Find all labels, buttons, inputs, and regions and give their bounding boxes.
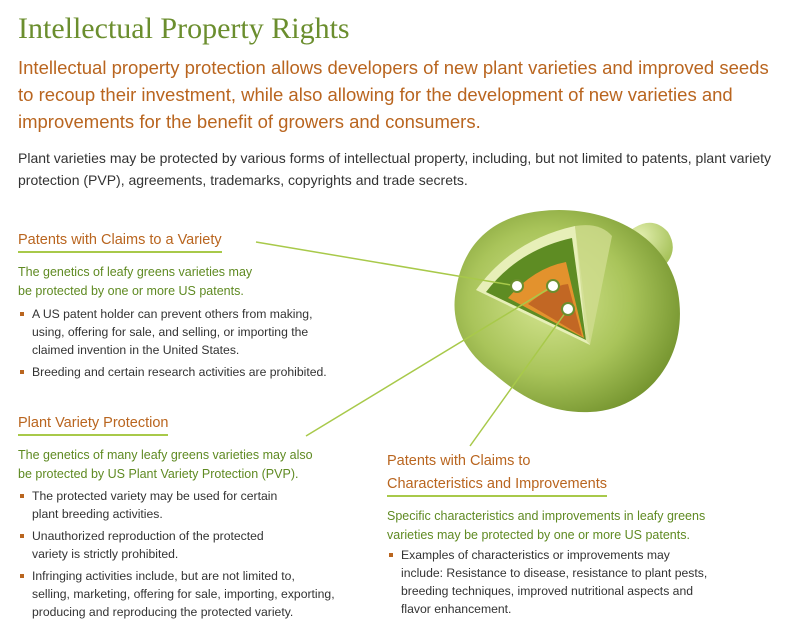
body-text: Plant varieties may be protected by various forms of intellectual property, including, but not limited to patents, plant variety protection (PVP), agreements, trademarks, copyrights and trade secrets. (18, 150, 772, 188)
bullets-patents-characteristics (387, 546, 787, 622)
marker-pvp (547, 280, 559, 292)
list-item: Infringing activities include, but are not limited to, selling, marketing, offering for sale, importing, exporting, producing and reproducing the protected variety. (18, 567, 363, 621)
bullets-pvp (18, 487, 363, 625)
lead-patents-characteristics: Specific characteristics and improvements in leafy greens varieties may be protected by one or more US patents. (387, 509, 706, 542)
section-title-patents-variety: Patents with Claims to a Variety (18, 229, 222, 252)
lead-pvp: The genetics of many leafy greens varieties may also be protected by US Plant Variety Protection (PVP). (18, 448, 313, 481)
lead-patents-variety: The genetics of leafy greens varieties may be protected by one or more US patents. (18, 265, 253, 298)
list-item: The protected variety may be used for certain plant breeding activities. (18, 487, 363, 523)
marker-variety (511, 280, 523, 292)
intro-text: Intellectual property protection allows developers of new plant varieties and improved seeds to recoup their investment, while also allowing for the development of new varieties and improvements for the benefit of growers and consumers. (18, 57, 769, 132)
list-item: A US patent holder can prevent others from making, using, offering for sale, and selling, or importing the claimed invention in the United States. (18, 305, 358, 359)
bullets-patents-variety (18, 305, 358, 385)
page-title: Intellectual Property Rights (18, 12, 350, 45)
list-item: Breeding and certain research activities are prohibited. (18, 363, 358, 381)
section-title-patents-characteristics: Patents with Claims to Characteristics and Improvements (387, 450, 607, 496)
marker-characteristics (562, 303, 574, 315)
section-title-pvp: Plant Variety Protection (18, 412, 168, 435)
list-item: Unauthorized reproduction of the protected variety is strictly prohibited. (18, 527, 363, 563)
list-item: Examples of characteristics or improvements may include: Resistance to disease, resistance to plant pests, breeding techniques, improved nutritional aspects and flavor enhancement. (387, 546, 787, 618)
